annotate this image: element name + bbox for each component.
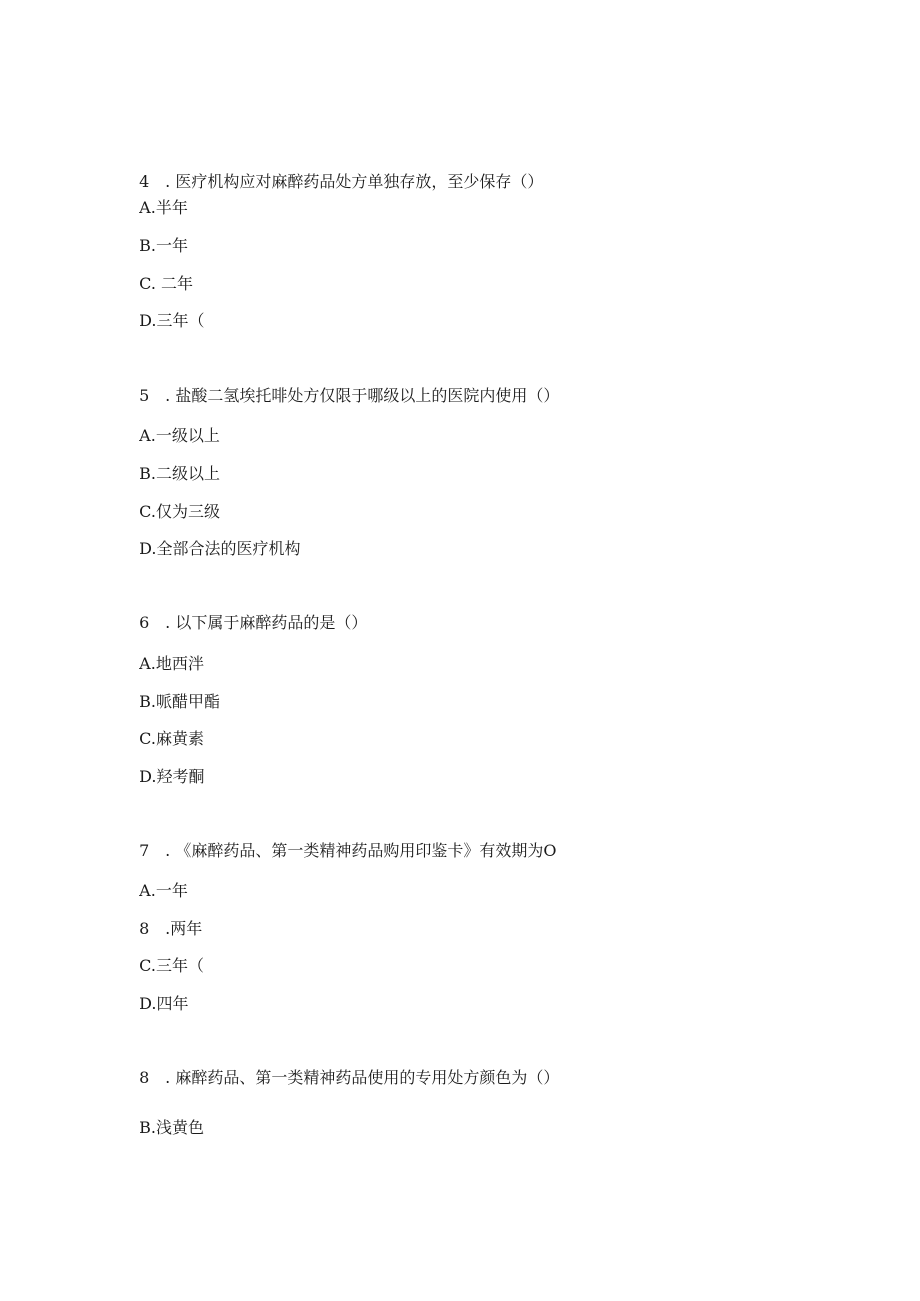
question-4-option-c bbox=[129, 254, 193, 294]
option-text: 仅为三级 bbox=[155, 502, 220, 521]
option-label: B. bbox=[139, 464, 157, 483]
question-number: 7 bbox=[139, 841, 150, 860]
question-4-stem bbox=[129, 152, 543, 192]
question-number: 5 bbox=[139, 386, 150, 405]
question-7-option-d bbox=[129, 974, 189, 1014]
question-6-option-b bbox=[129, 672, 220, 712]
option-label: B. bbox=[139, 1118, 157, 1137]
option-text: 二级以上 bbox=[156, 464, 221, 483]
question-4-option-a bbox=[129, 178, 188, 218]
option-text: 一级以上 bbox=[155, 426, 220, 445]
option-label: D. bbox=[139, 994, 157, 1013]
option-label: C. bbox=[139, 956, 156, 975]
option-text: .两年 bbox=[165, 919, 203, 938]
option-label: C. bbox=[139, 502, 156, 521]
question-6-option-c bbox=[129, 709, 204, 749]
question-text: . 以下属于麻醉药品的是（） bbox=[165, 613, 368, 632]
question-4-option-b bbox=[129, 216, 188, 256]
question-5-option-c bbox=[129, 482, 220, 522]
option-text: 地西泮 bbox=[155, 654, 204, 673]
question-5-option-b bbox=[129, 444, 220, 484]
option-text: 三年（ bbox=[156, 311, 205, 330]
question-7-option-a bbox=[129, 861, 188, 901]
option-label: A. bbox=[139, 654, 156, 673]
option-text: 半年 bbox=[155, 198, 188, 217]
option-label: 8 bbox=[139, 919, 150, 938]
option-label: C. bbox=[139, 729, 156, 748]
question-5-option-a bbox=[129, 406, 220, 446]
question-7-option-c bbox=[129, 936, 204, 976]
option-label: D. bbox=[139, 539, 157, 558]
question-6-option-a bbox=[129, 634, 204, 674]
option-label: A. bbox=[139, 198, 156, 217]
question-number: 6 bbox=[139, 613, 150, 632]
option-label: B. bbox=[139, 692, 157, 711]
option-label: C. bbox=[139, 274, 156, 293]
question-7-option-b bbox=[129, 899, 202, 939]
question-8-stem bbox=[129, 1048, 559, 1088]
option-text: 三年（ bbox=[155, 956, 204, 975]
option-label: A. bbox=[139, 426, 156, 445]
option-text: 全部合法的医疗机构 bbox=[156, 539, 301, 558]
option-text: 羟考酮 bbox=[156, 767, 205, 786]
option-text: 四年 bbox=[156, 994, 189, 1013]
question-5-stem bbox=[129, 366, 559, 406]
option-label: D. bbox=[139, 767, 157, 786]
question-text: . 盐酸二氢埃托啡处方仅限于哪级以上的医院内使用（） bbox=[165, 386, 560, 405]
option-text: 麻黄素 bbox=[155, 729, 204, 748]
option-text: 二年 bbox=[155, 274, 194, 293]
question-7-stem bbox=[129, 821, 556, 861]
question-8-option-b bbox=[129, 1098, 204, 1138]
option-text: 浅黄色 bbox=[156, 1118, 205, 1137]
option-label: D. bbox=[139, 311, 157, 330]
question-text: . 《麻醉药品、第一类精神药品购用印鉴卡》有效期为O bbox=[165, 841, 557, 860]
question-6-stem bbox=[129, 593, 367, 633]
option-text: 一年 bbox=[155, 881, 188, 900]
question-5-option-d bbox=[129, 519, 301, 559]
question-number: 4 bbox=[139, 172, 150, 191]
question-number: 8 bbox=[139, 1068, 150, 1087]
option-text: 哌醋甲酯 bbox=[156, 692, 221, 711]
question-text: . 麻醉药品、第一类精神药品使用的专用处方颜色为（） bbox=[165, 1068, 560, 1087]
option-text: 一年 bbox=[156, 236, 189, 255]
question-text: . 医疗机构应对麻醉药品处方单独存放，至少保存（） bbox=[165, 172, 544, 191]
option-label: B. bbox=[139, 236, 157, 255]
option-label: A. bbox=[139, 881, 156, 900]
question-4-option-d bbox=[129, 291, 205, 331]
question-6-option-d bbox=[129, 747, 205, 787]
